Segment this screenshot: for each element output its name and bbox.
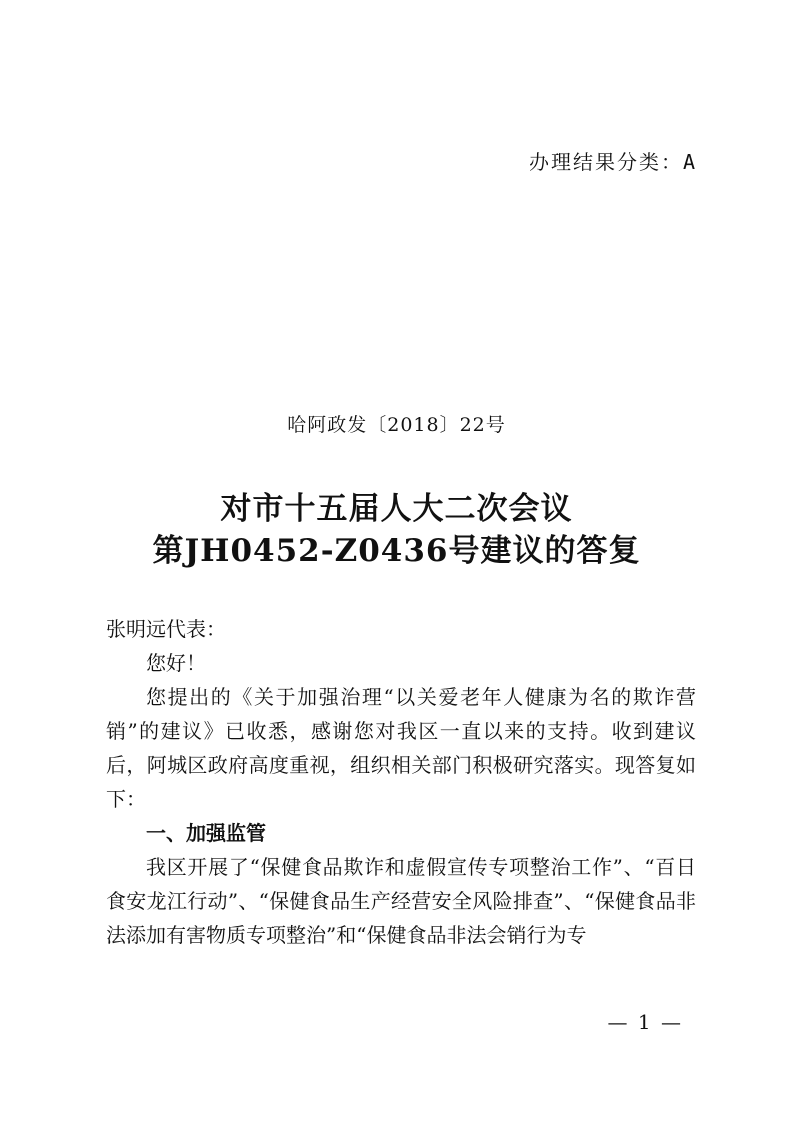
document-title-line-2: 第JH0452-Z0436号建议的答复 — [152, 533, 641, 569]
section-heading-strengthen-supervision: 一、加强监管 — [146, 821, 266, 845]
classification-label: 办理结果分类：A — [528, 150, 697, 174]
paragraph-reply-intro: 您提出的《关于加强治理“以关爱老年人健康为名的欺诈营销”的建议》已收悉，感谢您对我区一直以来的支持。收到建议后，阿城区政府高度重视，组织相关部门积极研究落实。现答复如下： — [106, 685, 696, 811]
greeting: 您好！ — [146, 651, 206, 675]
document-title-line-1: 对市十五届人大二次会议 — [220, 491, 573, 527]
paragraph-supervision-actions: 我区开展了“保健食品欺诈和虚假宣传专项整治工作”、“百日食安龙江行动”、“保健食品生产经营安全风险排查”、“保健食品非法添加有害物质专项整治”和“保健食品非法会销行为专 — [106, 855, 696, 947]
page-number: — 1 — — [607, 1010, 683, 1034]
document-number: 哈阿政发〔2018〕22号 — [287, 414, 506, 436]
salutation: 张明远代表： — [106, 617, 226, 641]
